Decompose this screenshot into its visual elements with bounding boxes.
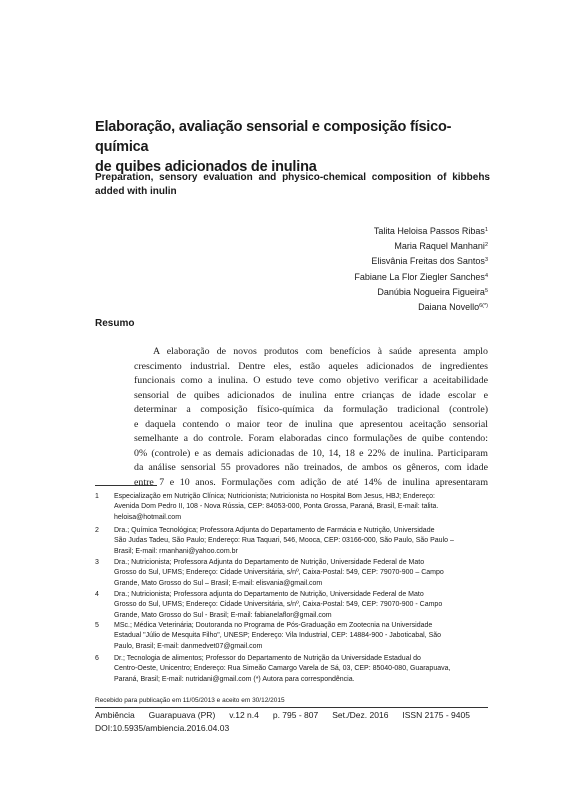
title-line: Elaboração, avaliação sensorial e composição físico-química — [95, 119, 452, 155]
footnote-line: Paulo, Brasil; E-mail: danmedvet07@gmail.com — [114, 642, 263, 650]
footnote-number: 6 — [95, 655, 99, 662]
abstract-line: sensorial de quibes adicionados de inulina entre crianças de idade escolar e — [134, 389, 488, 401]
author: Daiana Novello$^{6(*)}$ — [418, 302, 488, 313]
abstract-line: crescimento industrial. Dentre eles, estão aqueles adicionados de ingredientes — [134, 360, 488, 372]
footnote-line: MSc.; Médica Veterinária; Doutoranda no Programa de Pós-Graduação em Zootecnia na Universidade — [114, 622, 433, 629]
article-title — [95, 117, 495, 177]
abstract-line: 0% (controle) e as demais adicionadas de 10, 14, 18 e 22% de inulina. Participaram — [134, 447, 488, 459]
footnote-line: Grande, Mato Grosso do Sul – Brasil; E-mail: elisvania@gmail.com — [114, 579, 323, 587]
footnote-line: Grosso do Sul, UFMS; Endereço: Cidade Universitária, s/nº, Caixa-Postal: 549, CEP: 79070-900 - Campo — [114, 601, 443, 609]
footnote-number: 2 — [95, 527, 99, 534]
abstract-heading: Resumo — [95, 318, 135, 329]
author: Talita Heloisa Passos Ribas$^1$ — [373, 226, 488, 236]
abstract-line: semelhante a do controle. Foram elaboradas cinco formulações de quibe contendo: — [134, 433, 488, 444]
footer-rule — [95, 707, 488, 708]
footnote-line: Dra.; Nutricionista; Professora Adjunta do Departamento de Nutrição, Universidade Federal de Mato — [114, 559, 425, 566]
footnote-line: São Judas Tadeu, São Paulo; Endereço: Rua Taquari, 546, Mooca, CEP: 03166-000, São Paulo, São Paulo – — [114, 537, 454, 545]
footnote-line: Grosso do Sul, UFMS; Endereço: Cidade Universitária, s/nº, Caixa-Postal: 549, CEP: 79070-900 – Campo — [114, 569, 444, 577]
journal-volume: v.12 n.4 — [229, 710, 259, 720]
abstract-line: e daquela contendo o maior teor de inulina que apresentou aceitação sensorial — [134, 418, 488, 430]
footnote-line: Centro-Oeste, Unicentro; Endereço: Rua Simeão Camargo Varela de Sá, 03, CEP: 85040-080, Guarapuava, — [114, 665, 451, 673]
journal-city: Guarapuava (PR) — [148, 710, 216, 720]
title-line: de quibes adicionados de inulina — [95, 159, 317, 175]
author: Elisvânia Freitas dos Santos$^3$ — [371, 256, 488, 267]
footnote-line: heloisa@hotmail.com — [114, 513, 182, 521]
journal-issn: ISSN 2175 - 9405 — [402, 710, 470, 720]
author: Maria Raquel Manhani$^2$ — [394, 241, 488, 252]
english-title: Preparation, sensory evaluation and physico-chemical composition of kibbehs added with inulin — [95, 172, 490, 197]
abstract-line: funcionais como a inulina. O estudo teve como objetivo verificar a aceitabilidade — [134, 375, 488, 386]
footnote-line: Avenida Dom Pedro II, 108 - Nova Rússia, CEP: 84053-000, Ponta Grossa, Paraná, Brasil, E-mail: talita. — [114, 503, 439, 511]
received-note: Recebido para publicação em 11/05/2013 e aceito em 30/12/2015 — [95, 697, 285, 704]
author-list — [250, 223, 488, 314]
footnote-line: Dra.; Nutricionista; Professora adjunta do Departamento de Nutrição, Universidade Federal de Mato — [114, 591, 424, 598]
footnote-number: 3 — [95, 559, 99, 566]
journal-citation — [95, 710, 470, 720]
footnote-line: Grande, Mato Grosso do Sul - Brasil; E-mail: fabianelaflor@gmail.com — [114, 611, 332, 619]
footnote-line: Paraná, Brasil; E-mail: nutridani@gmail.com (*) Autora para correspondência. — [114, 675, 355, 683]
footnote-rule — [95, 485, 157, 486]
footnote-line: Estadual "Júlio de Mesquita Filho", UNESP; Endereço: Vila Industrial, CEP: 14884-900 - Jaboticabal, São — [114, 632, 442, 640]
journal-date: Set./Dez. 2016 — [332, 710, 389, 720]
footnote-number: 4 — [95, 591, 99, 598]
footnote-line: Especialização em Nutrição Clínica; Nutricionista; Nutricionista no Hospital Bom Jesus, HBJ; Endereço: — [114, 493, 435, 500]
journal-pages: p. 795 - 807 — [272, 710, 319, 720]
doi: DOI:10.5935/ambiencia.2016.04.03 — [95, 723, 230, 733]
footnote-number: 1 — [95, 493, 99, 500]
abstract-line: A elaboração de novos produtos com benefícios à saúde apresenta amplo — [153, 346, 488, 357]
author: Danúbia Nogueira Figueira$^5$ — [377, 286, 488, 297]
footnote-line: Brasil; E-mail: rmanhani@yahoo.com.br — [114, 547, 238, 555]
abstract-line: entre 7 e 10 anos. Formulações com adição de até 14% de inulina apresentaram — [134, 476, 488, 488]
journal-name: Ambiência — [95, 710, 135, 720]
abstract-line: da análise sensorial 55 provadores não treinados, de ambos os gêneros, com idade — [134, 462, 488, 473]
footnote-line: Dra.; Química Tecnológica; Professora Adjunta do Departamento de Farmácia e Nutrição, Universidade — [114, 527, 435, 534]
abstract-line: determinar a composição físico-química da formulação tradicional (controle) — [134, 404, 488, 415]
footnote-number: 5 — [95, 622, 99, 629]
footnote-line: Dr.; Tecnologia de alimentos; Professor do Departamento de Nutrição da Universidade Estadual do — [114, 655, 421, 662]
abstract-body — [134, 345, 488, 490]
author: Fabiane La Flor Ziegler Sanches$^4$ — [354, 271, 488, 282]
